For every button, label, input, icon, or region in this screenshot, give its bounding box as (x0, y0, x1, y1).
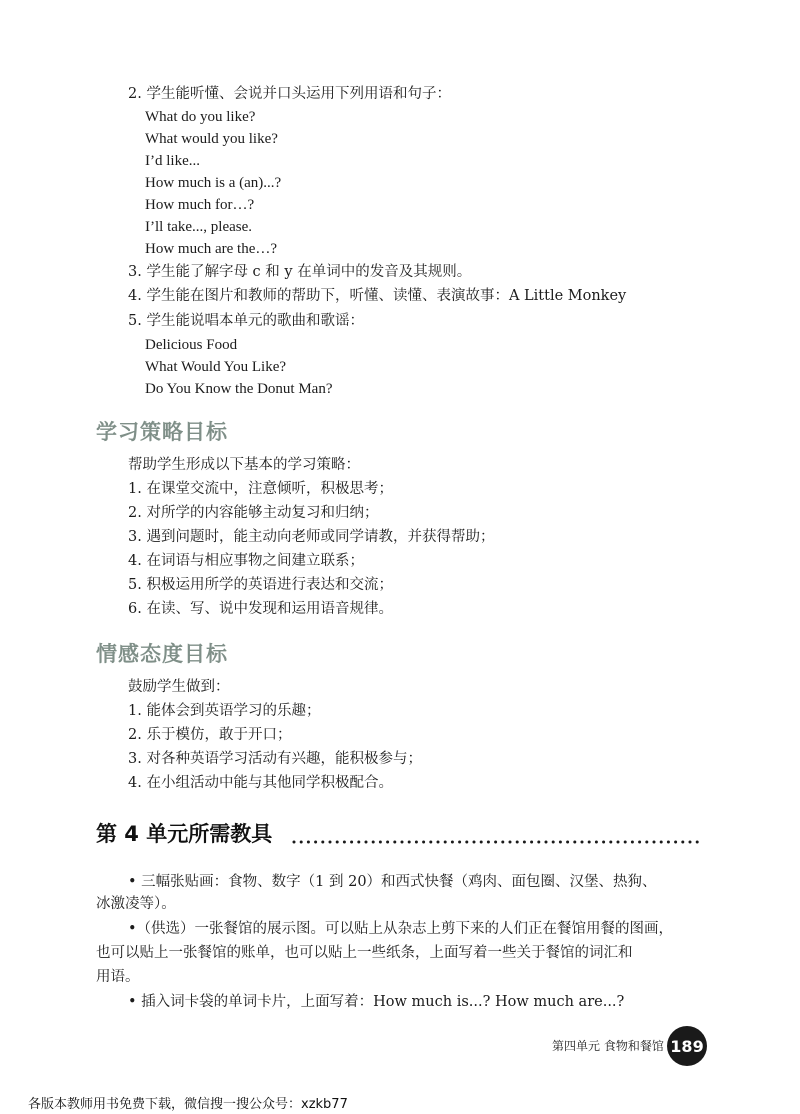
materials-line: 也可以贴上一张餐馆的账单，也可以贴上一些纸条，上面写着一些关于餐馆的词汇和 (96, 945, 633, 961)
attitude-item: 1. 能体会到英语学习的乐趣； (128, 703, 321, 719)
attitude-intro: 鼓励学生做到： (128, 679, 230, 695)
attitude-item: 3. 对各种英语学习活动有兴趣，能积极参与； (128, 751, 422, 767)
phrase-line: How much are the…? (145, 241, 278, 257)
objective-item-2: 2. 学生能听懂、会说并口头运用下列用语和句子： (128, 86, 451, 102)
phrase-line: I’ll take..., please. (145, 219, 253, 235)
strategy-item: 1. 在课堂交流中，注意倾听，积极思考； (128, 481, 393, 497)
strategy-item: 3. 遇到问题时，能主动向老师或同学请教，并获得帮助； (128, 529, 495, 545)
materials-line: 用语。 (96, 969, 140, 985)
objective-item-4: 4. 学生能在图片和教师的帮助下，听懂、读懂、表演故事：A Little Monkey (128, 288, 627, 304)
footer-unit-label: 第四单元 食物和餐馆 (552, 1039, 664, 1053)
attitude-heading: 情感态度目标 (96, 642, 228, 666)
dotted-rule (292, 838, 704, 846)
materials-line: 冰激凌等）。 (96, 896, 176, 912)
phrase-line: I’d like... (145, 153, 200, 169)
strategies-intro: 帮助学生形成以下基本的学习策略： (128, 457, 360, 473)
phrase-line: What do you like? (145, 109, 256, 125)
learning-strategies-heading: 学习策略目标 (96, 420, 228, 444)
song-title: Do You Know the Donut Man? (145, 381, 333, 397)
watermark-text: 各版本教师用书免费下载，微信搜一搜公众号：xzkb77 (28, 1097, 348, 1112)
materials-line: • 三幅张贴画：食物、数字（1 到 20）和西式快餐（鸡肉、面包圈、汉堡、热狗、 (128, 874, 657, 890)
strategy-item: 5. 积极运用所学的英语进行表达和交流； (128, 577, 393, 593)
attitude-item: 2. 乐于模仿，敢于开口； (128, 727, 292, 743)
strategy-item: 6. 在读、写、说中发现和运用语音规律。 (128, 601, 393, 617)
phrase-line: How much for…? (145, 197, 255, 213)
objective-item-5: 5. 学生能说唱本单元的歌曲和歌谣： (128, 313, 364, 329)
phrase-line: How much is a (an)...? (145, 175, 282, 191)
song-title: Delicious Food (145, 337, 238, 353)
phrase-line: What would you like? (145, 131, 278, 147)
page-number-badge: 189 (667, 1026, 707, 1066)
strategy-item: 4. 在词语与相应事物之间建立联系； (128, 553, 364, 569)
attitude-item: 4. 在小组活动中能与其他同学积极配合。 (128, 775, 393, 791)
strategy-item: 2. 对所学的内容能够主动复习和归纳； (128, 505, 379, 521)
unit-materials-title: 第 4 单元所需教具 (96, 822, 273, 846)
materials-line: •（供选）一张餐馆的展示图。可以贴上从杂志上剪下来的人们正在餐馆用餐的图画， (128, 921, 674, 937)
objective-item-3: 3. 学生能了解字母 c 和 y 在单词中的发音及其规则。 (128, 264, 472, 280)
song-title: What Would You Like? (145, 359, 287, 375)
materials-line: • 插入词卡袋的单词卡片，上面写着：How much is...? How much are...? (128, 994, 625, 1010)
